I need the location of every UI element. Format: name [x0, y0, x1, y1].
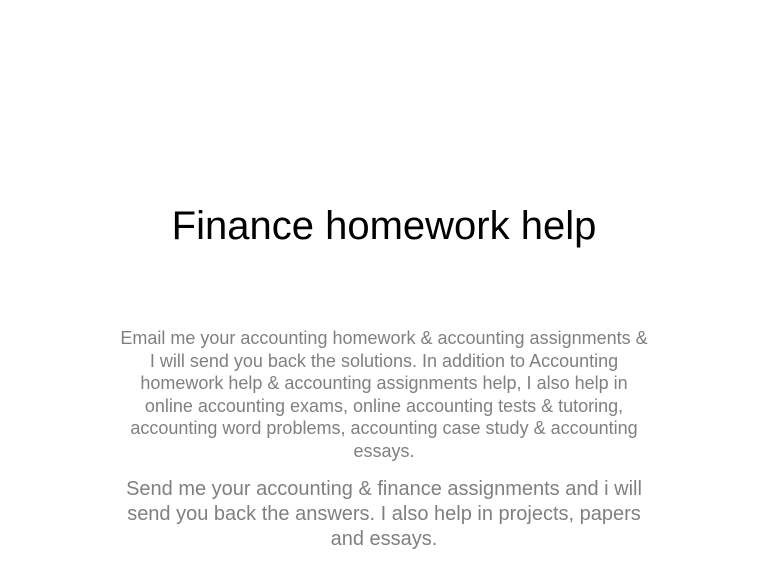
slide-title: Finance homework help — [171, 204, 597, 248]
body-paragraph-2: Send me your accounting & finance assignments and i will send you back the answers. I also help in projects, papers and essays. — [126, 478, 642, 550]
slide-body — [118, 327, 650, 552]
body-paragraph-1: Email me your accounting homework & accounting assignments & I will send you back the solutions. In addition to Accounting homework help & accounting assignments help, I also help in online accounting exams, online accounting tests & tutoring, accounting word problems, accounting case study & accounting essays. — [120, 328, 648, 461]
